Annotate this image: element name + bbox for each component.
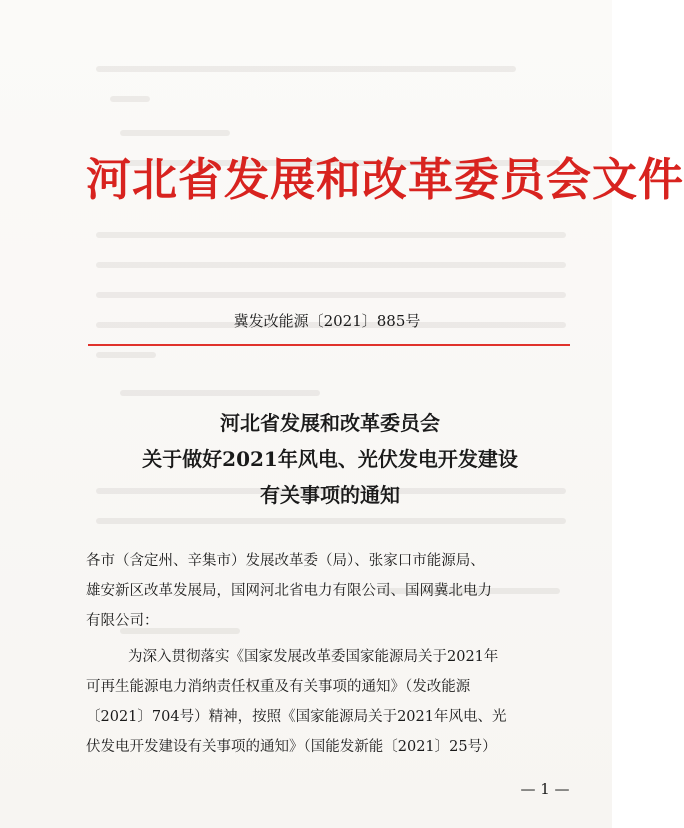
document-number: 冀发改能源〔2021〕885号 xyxy=(233,312,421,330)
body-line-3: 〔2021〕704号）精神，按照《国家能源局关于2021年风电、光 xyxy=(86,709,507,725)
notice-title xyxy=(60,405,600,513)
notice-title-line-2: 关于做好2021年风电、光伏发电开发建设 xyxy=(142,447,518,471)
document-header-title: 河北省发展和改革委员会文件 xyxy=(86,153,684,206)
body-paragraph xyxy=(86,642,586,762)
body-line-2: 可再生能源电力消纳责任权重及有关事项的通知》（发改能源 xyxy=(86,679,471,695)
body-line-4: 伏发电开发建设有关事项的通知》（国能发新能〔2021〕25号） xyxy=(86,739,497,755)
addressee-block xyxy=(86,546,586,636)
addressee-line-2: 雄安新区改革发展局，国网河北省电力有限公司、国网冀北电力 xyxy=(86,583,492,599)
addressee-line-3: 有限公司： xyxy=(86,613,159,629)
body-line-1: 为深入贯彻落实《国家发展改革委国家能源局关于2021年 xyxy=(128,649,499,665)
notice-title-line-3: 有关事项的通知 xyxy=(260,483,400,507)
header-red-rule xyxy=(88,344,570,346)
notice-title-line-1: 河北省发展和改革委员会 xyxy=(220,411,440,435)
addressee-line-1: 各市（含定州、辛集市）发展改革委（局）、张家口市能源局、 xyxy=(86,553,485,569)
page-number: — 1 — xyxy=(520,780,570,798)
